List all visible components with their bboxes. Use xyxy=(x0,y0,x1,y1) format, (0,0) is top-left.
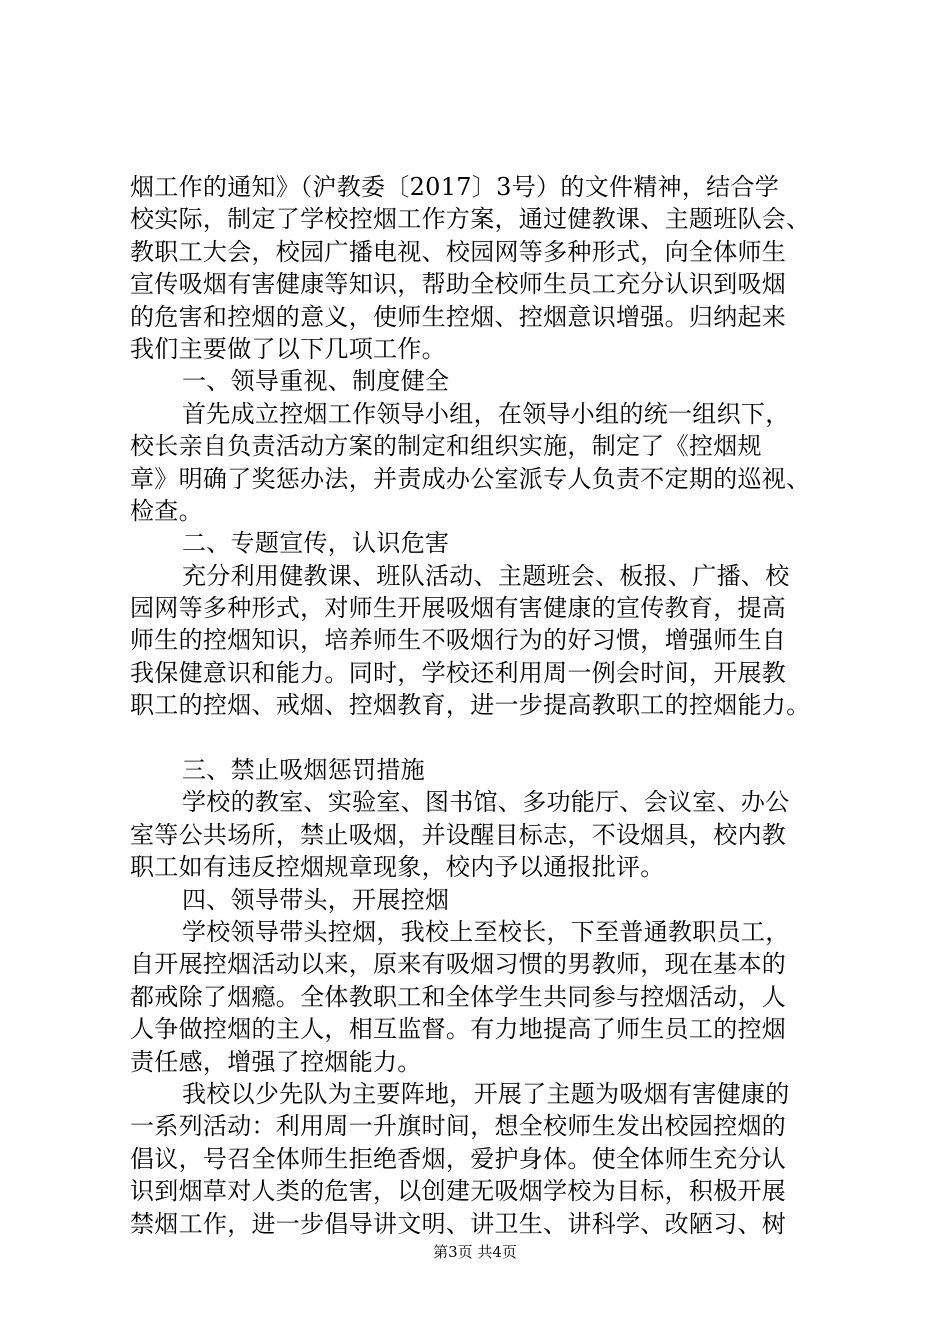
text-line: 检查。 xyxy=(130,496,203,525)
blank-line xyxy=(130,722,850,754)
text-line: 一系列活动：利用周一升旗时间，想全校师生发出校园控烟的 xyxy=(130,1112,787,1141)
paragraph-start-line: 我校以少先队为主要阵地，开展了主题为吸烟有害健康的 xyxy=(182,1079,790,1108)
paragraph-start-line: 三、禁止吸烟惩罚措施 xyxy=(182,756,425,785)
text-line: 师生的控烟知识，培养师生不吸烟行为的好习惯，增强师生自 xyxy=(130,626,787,655)
paragraph-start-line: 学校领导带头控烟，我校上至校长，下至普通教职员工， xyxy=(182,917,790,946)
body-text xyxy=(130,171,850,1240)
text-line: 都戒除了烟瘾。全体教职工和全体学生共同参与控烟活动，人 xyxy=(130,982,787,1011)
text-line: 章》明确了奖惩办法，并责成办公室派专人负责不定期的巡视、 xyxy=(130,464,811,493)
text-line: 教职工大会，校园广播电视、校园网等多种形式，向全体师生 xyxy=(130,237,787,266)
paragraph-start-line: 学校的教室、实验室、图书馆、多功能厅、会议室、办公 xyxy=(182,788,790,817)
paragraph-start-line: 四、领导带头，开展控烟 xyxy=(182,885,450,914)
text-line: 职工如有违反控烟规章现象，校内予以通报批评。 xyxy=(130,853,665,882)
paragraph-start-line: 二、专题宣传，认识危害 xyxy=(182,529,450,558)
text-line: 宣传吸烟有害健康等知识，帮助全校师生员工充分认识到吸烟 xyxy=(130,270,787,299)
text-line: 禁烟工作，进一步倡导讲文明、讲卫生、讲科学、改陋习、树 xyxy=(130,1209,787,1238)
text-line: 倡议，号召全体师生拒绝香烟，爱护身体。使全体师生充分认 xyxy=(130,1144,787,1173)
text-line: 识到烟草对人类的危害，以创建无吸烟学校为目标，积极开展 xyxy=(130,1177,787,1206)
text-line: 校长亲自负责活动方案的制定和组织实施，制定了《控烟规 xyxy=(130,432,762,461)
text-line: 人争做控烟的主人，相互监督。有力地提高了师生员工的控烟 xyxy=(130,1015,787,1044)
paragraph-start-line: 一、领导重视、制度健全 xyxy=(182,367,450,396)
text-line: 室等公共场所，禁止吸烟，并设醒目标志，不设烟具，校内教 xyxy=(130,820,787,849)
text-line: 责任感，增强了控烟能力。 xyxy=(130,1047,422,1076)
text-line: 烟工作的通知》（沪教委〔2017〕3号）的文件精神，结合学 xyxy=(130,173,780,201)
text-line: 的危害和控烟的意义，使师生控烟、控烟意识增强。归纳起来 xyxy=(130,302,787,331)
text-line: 园网等多种形式，对师生开展吸烟有害健康的宣传教育，提高 xyxy=(130,594,787,623)
paragraph-start-line: 充分利用健教课、班队活动、主题班会、板报、广播、校 xyxy=(182,561,790,590)
text-line: 我保健意识和能力。同时，学校还利用周一例会时间，开展教 xyxy=(130,658,787,687)
page-footer: 第3页 共4页 xyxy=(433,1243,517,1261)
paragraph-start-line: 首先成立控烟工作领导小组，在领导小组的统一组织下， xyxy=(182,399,790,428)
text-line: 我们主要做了以下几项工作。 xyxy=(130,334,446,363)
text-line: 校实际，制定了学校控烟工作方案，通过健教课、主题班队会、 xyxy=(130,205,811,234)
text-line: 自开展控烟活动以来，原来有吸烟习惯的男教师，现在基本的 xyxy=(130,950,787,979)
text-line: 职工的控烟、戒烟、控烟教育，进一步提高教职工的控烟能力。 xyxy=(130,691,811,720)
